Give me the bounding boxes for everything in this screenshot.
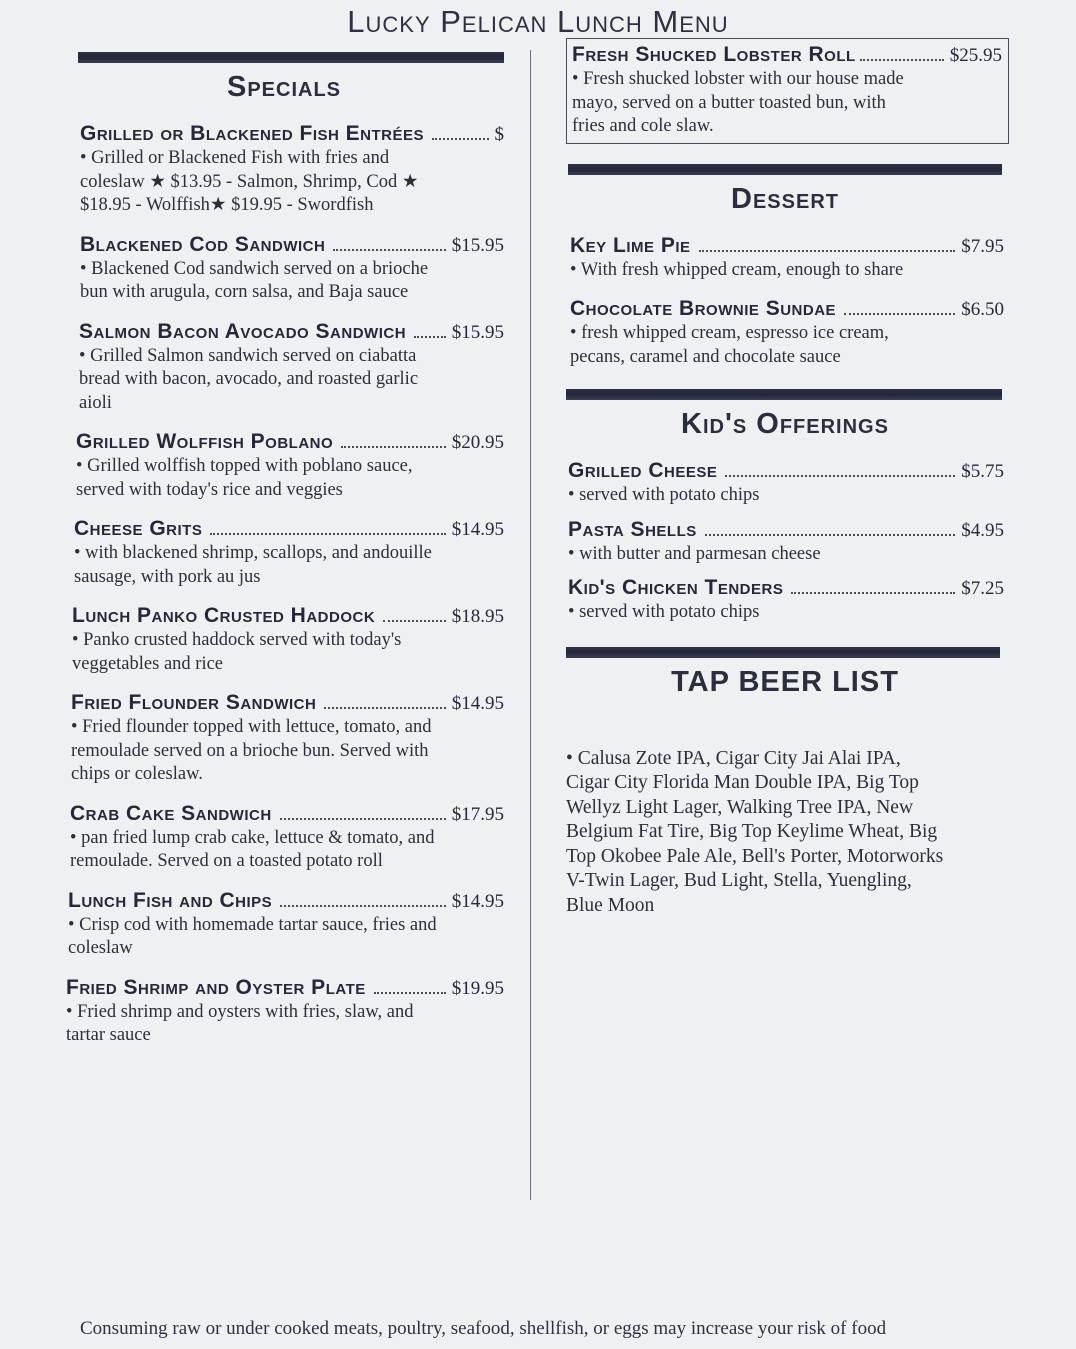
menu-item	[72, 604, 504, 676]
item-name: Crab Cake Sandwich	[70, 801, 272, 825]
item-name: Pasta Shells	[568, 517, 697, 541]
item-price: $4.95	[961, 519, 1004, 541]
leader-dots	[432, 138, 488, 140]
leader-dots	[280, 818, 446, 820]
item-description: • Panko crusted haddock served with today's veggetables and rice	[72, 630, 402, 674]
menu-item	[76, 430, 504, 502]
item-name: Blackened Cod Sandwich	[80, 232, 326, 256]
dessert-heading: Dessert	[731, 182, 839, 215]
menu-item	[79, 320, 504, 416]
item-name: Salmon Bacon Avocado Sandwich	[79, 319, 407, 343]
leader-dots	[374, 992, 446, 994]
item-description: • served with potato chips	[568, 602, 760, 622]
leader-dots	[705, 534, 956, 536]
menu-item	[68, 889, 504, 961]
leader-dots	[791, 592, 955, 594]
leader-dots	[383, 620, 446, 622]
section-bar	[78, 52, 504, 63]
item-description: • Grilled or Blackened Fish with fries and coleslaw ★ $13.95 - Salmon, Shrimp, Cod ★ $18.95 - Wolffish★ $19.95 - Swordfish	[80, 148, 419, 215]
item-price: $6.50	[961, 299, 1004, 320]
leader-dots	[860, 59, 944, 61]
column-divider	[530, 50, 531, 1200]
item-name: Cheese Grits	[74, 517, 203, 540]
menu-item	[71, 691, 504, 787]
item-description: • served with potato chips	[568, 485, 760, 505]
section-bar	[568, 164, 1002, 175]
item-price: $7.95	[961, 235, 1004, 257]
menu-item	[570, 297, 1004, 369]
beer-heading: TAP BEER LIST	[671, 665, 899, 698]
leader-dots	[725, 475, 955, 477]
section-bar	[566, 647, 1000, 658]
leader-dots	[341, 446, 446, 448]
page-title: Lucky Pelican Lunch Menu	[347, 4, 729, 39]
item-price: $15.95	[451, 234, 504, 256]
item-name: Grilled Cheese	[568, 459, 718, 482]
item-name: Kid's Chicken Tenders	[568, 576, 784, 599]
item-name: Fried Shrimp and Oyster Plate	[66, 975, 366, 999]
leader-dots	[210, 533, 445, 535]
section-bar	[566, 389, 1002, 400]
item-description: • Grilled Salmon sandwich served on ciabatta bread with bacon, avocado, and roasted garlic aioli	[79, 345, 419, 413]
beer-list: • Calusa Zote IPA, Cigar City Jai Alai IPA, Cigar City Florida Man Double IPA, Big Top Wellyz Light Lager, Walking Tree IPA, New Belgium Fat Tire, Big Top Keylime Wheat, Big Top Okobee Pale Ale, Bell's Porter, Motorworks V-Twin Lager, Bud Light, Stella, Yuengling, Blue Moon	[566, 747, 944, 916]
item-price: $14.95	[451, 519, 504, 540]
item-price: $18.95	[451, 606, 504, 627]
item-description: • pan fried lump crab cake, lettuce & tomato, and remoulade. Served on a toasted potato roll	[70, 827, 435, 871]
menu-item	[66, 976, 504, 1048]
item-description: • Grilled wolffish topped with poblano sauce, served with today's rice and veggies	[76, 456, 413, 500]
leader-dots	[333, 249, 445, 251]
menu-item	[74, 517, 504, 589]
item-price: $7.25	[961, 578, 1004, 599]
item-description: • Crisp cod with homemade tartar sauce, fries and coleslaw	[68, 914, 437, 958]
menu-item	[568, 459, 1004, 508]
kids-heading: Kid's Offerings	[681, 408, 889, 440]
right-column	[566, 38, 1004, 918]
item-description: • Fried flounder topped with lettuce, tomato, and remoulade served on a brioche bun. Served with chips or coleslaw.	[71, 717, 432, 784]
menu-item	[568, 576, 1004, 625]
item-description: • Fresh shucked lobster with our house made mayo, served on a butter toasted bun, with fries and cole slaw.	[572, 69, 904, 136]
specials-heading: Specials	[226, 71, 342, 103]
menu-item	[80, 122, 504, 218]
item-price: $20.95	[451, 432, 504, 453]
item-description: • with butter and parmesan cheese	[568, 543, 821, 564]
item-name: Lunch Fish and Chips	[68, 888, 273, 912]
item-price: $15.95	[451, 321, 504, 343]
lobster-roll-box	[566, 38, 1009, 144]
leader-dots	[414, 336, 446, 338]
item-description: • Blackened Cod sandwich served on a brioche bun with arugula, corn salsa, and Baja sauce	[80, 258, 429, 302]
item-price: $25.95	[949, 45, 1002, 66]
item-price: $14.95	[451, 890, 504, 912]
item-price: $	[494, 124, 504, 145]
menu-item	[70, 802, 504, 874]
item-name: Grilled Wolffish Poblano	[76, 430, 334, 453]
menu-item	[568, 518, 1004, 567]
item-description: • with blackened shrimp, scallops, and andouille sausage, with pork au jus	[74, 543, 432, 587]
item-description: • fresh whipped cream, espresso ice cream, pecans, caramel and chocolate sauce	[570, 323, 889, 367]
item-name: Fresh Shucked Lobster Roll	[572, 43, 856, 66]
menu-item	[570, 234, 1004, 283]
leader-dots	[324, 707, 445, 709]
menu-item	[80, 233, 504, 305]
leader-dots	[844, 313, 955, 315]
leader-dots	[280, 905, 446, 907]
specials-column	[64, 52, 504, 1063]
item-name: Lunch Panko Crusted Haddock	[72, 604, 376, 627]
footer-disclaimer: Consuming raw or under cooked meats, poultry, seafood, shellfish, or eggs may increase your risk of food	[80, 1318, 887, 1339]
item-price: $14.95	[451, 693, 504, 714]
item-name: Grilled or Blackened Fish Entrées	[80, 122, 425, 145]
item-price: $19.95	[451, 977, 504, 999]
item-name: Key Lime Pie	[570, 233, 691, 257]
item-description: • Fried shrimp and oysters with fries, slaw, and tartar sauce	[66, 1001, 414, 1045]
item-name: Fried Flounder Sandwich	[71, 691, 317, 714]
item-description: • With fresh whipped cream, enough to share	[570, 259, 904, 280]
leader-dots	[699, 250, 956, 252]
item-name: Chocolate Brownie Sundae	[570, 297, 837, 320]
item-price: $17.95	[451, 803, 504, 825]
item-price: $5.75	[961, 461, 1004, 482]
